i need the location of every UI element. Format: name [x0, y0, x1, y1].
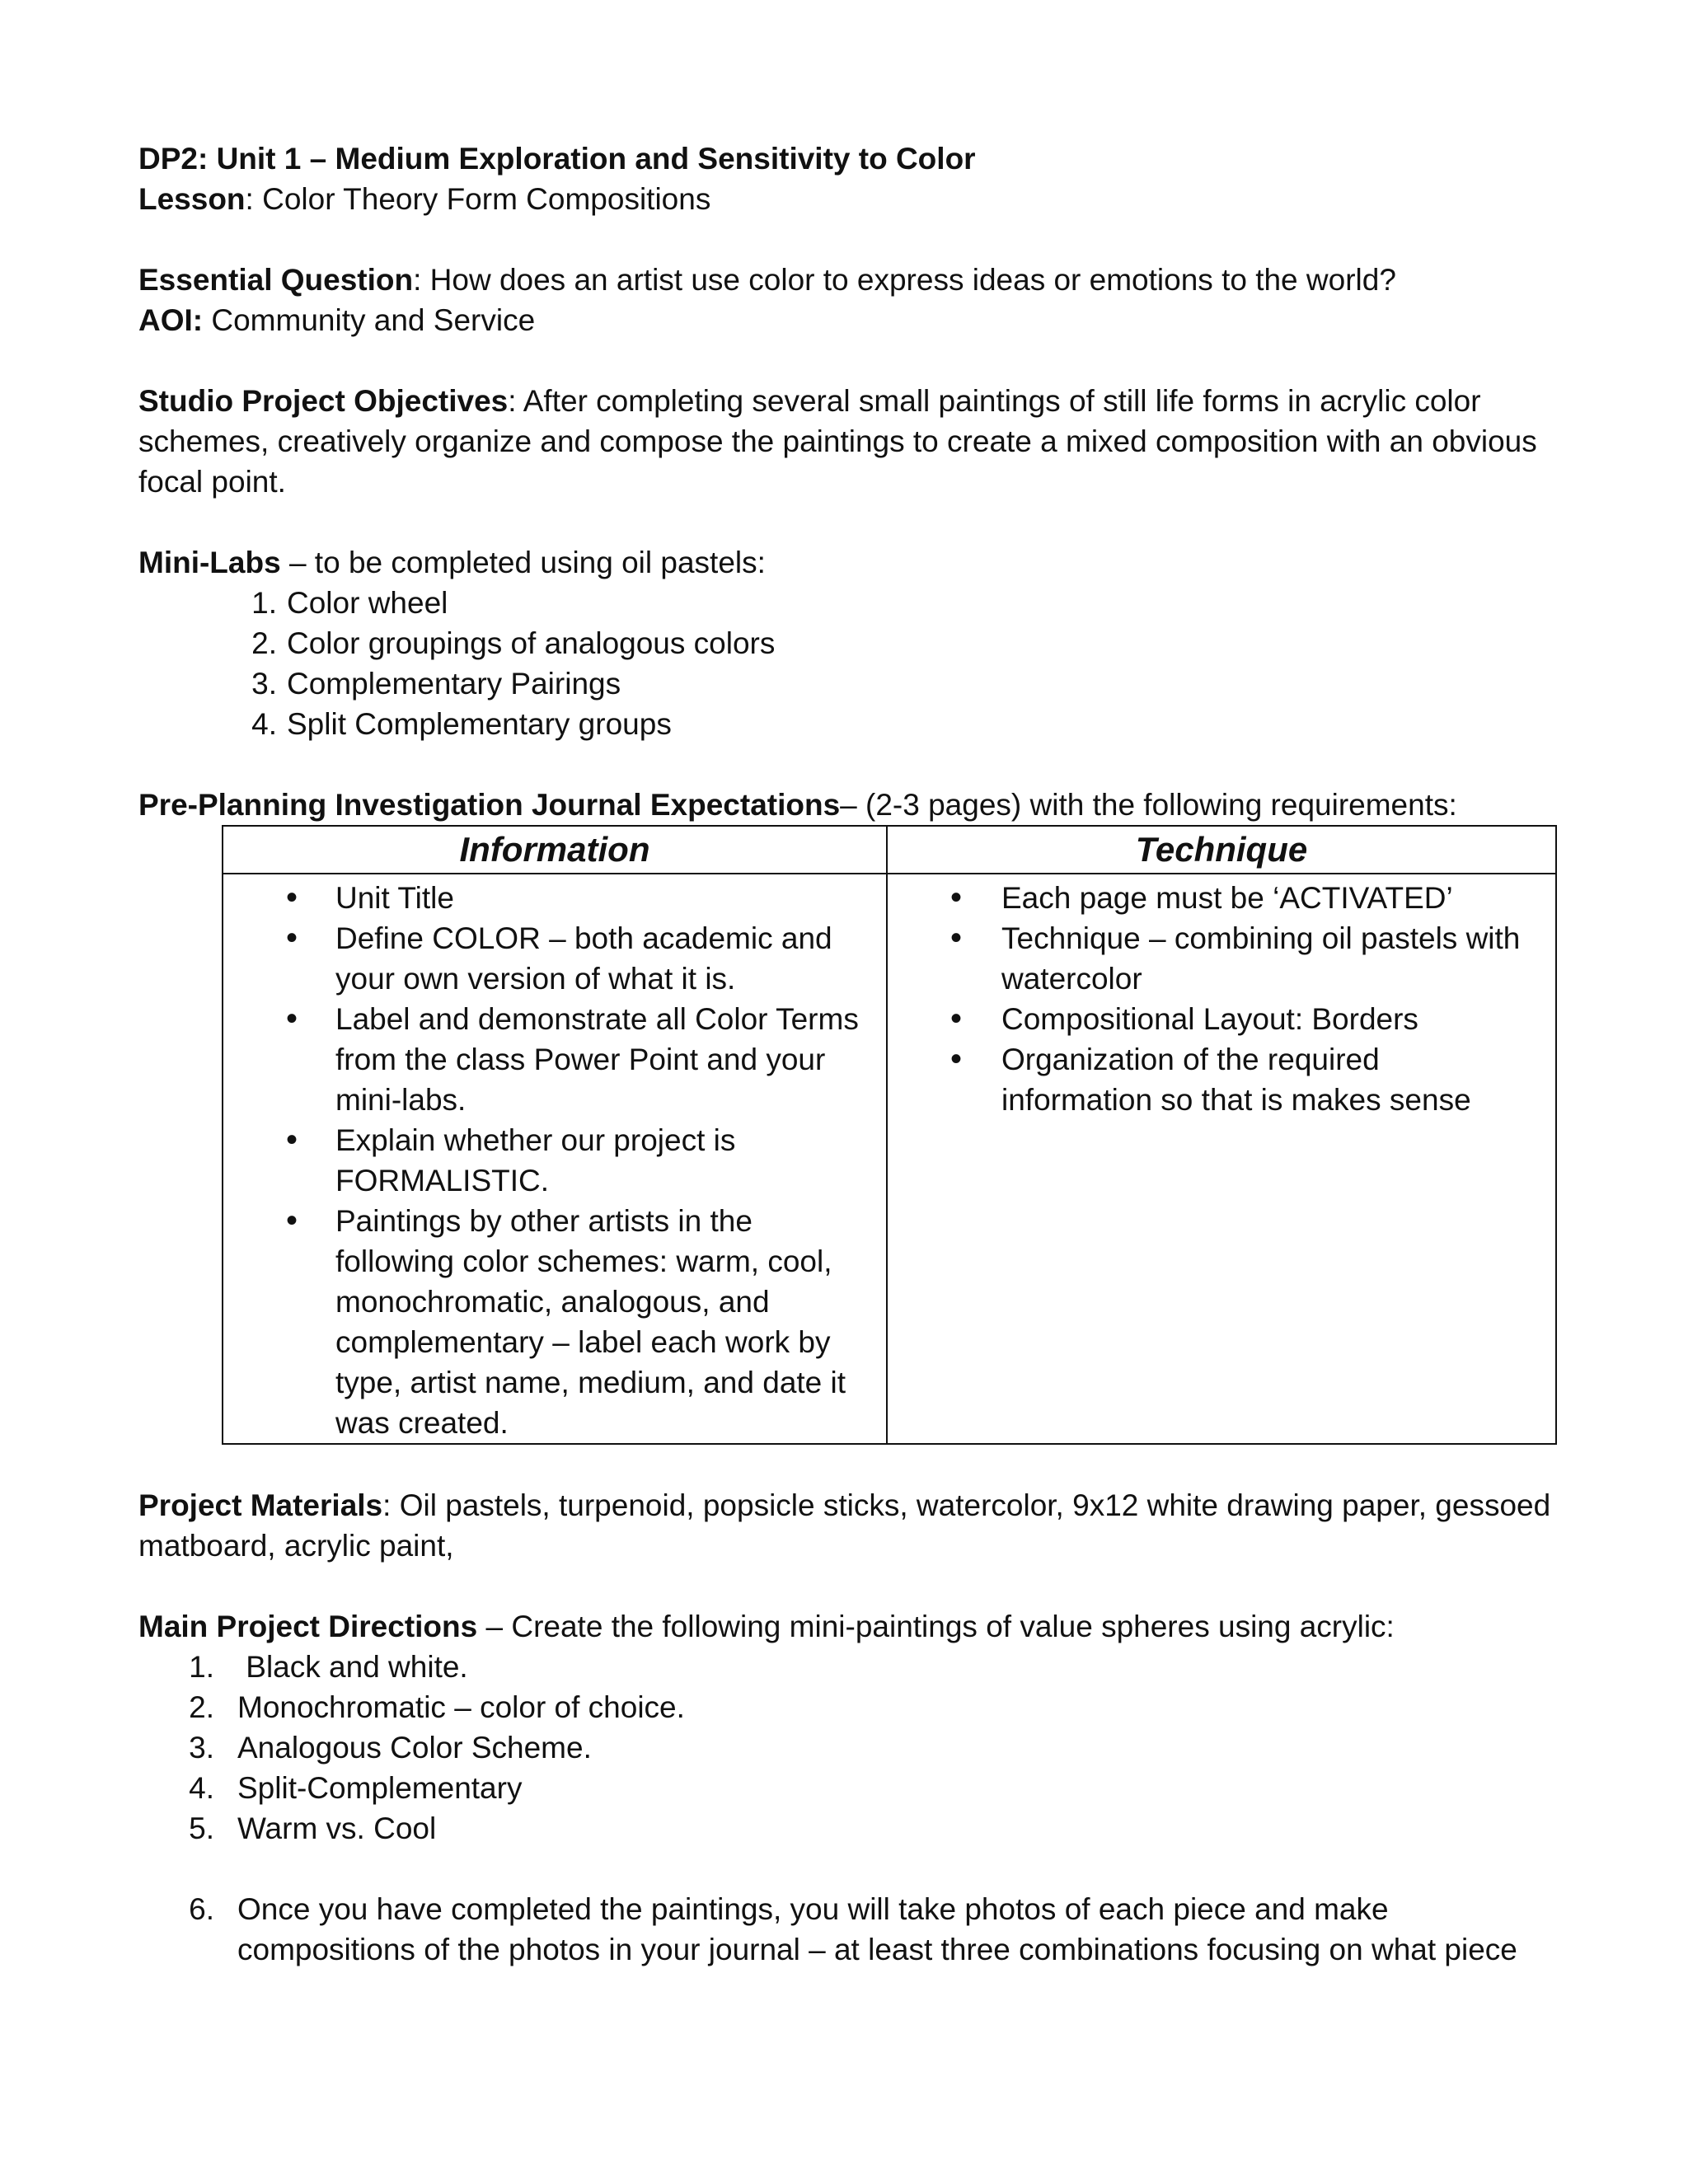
list-item: 4. Split-Complementary — [189, 1771, 523, 1805]
mini-labs-heading — [138, 542, 1556, 583]
essential-question-line — [138, 260, 1556, 300]
technique-list — [888, 878, 1555, 1120]
list-item: 3. Complementary Pairings — [251, 667, 621, 701]
journal-intro: – (2-3 pages) with the following requirements: — [840, 788, 1457, 822]
mini-labs-intro: – to be completed using oil pastels: — [280, 546, 766, 579]
materials-paragraph — [138, 1485, 1556, 1566]
unit-title: DP2: Unit 1 – Medium Exploration and Sensitivity to Color — [138, 142, 976, 176]
information-list — [223, 878, 886, 1443]
objectives-label: Studio Project Objectives — [138, 384, 509, 418]
aoi-value: Community and Service — [203, 303, 536, 337]
list-item: • Organization of the required information so that is makes sense — [888, 1039, 1555, 1120]
list-item: 5. Warm vs. Cool — [189, 1811, 437, 1845]
aoi-label: AOI: — [138, 303, 204, 337]
essential-question-value: : How does an artist use color to express ideas or emotions to the world? — [413, 263, 1396, 297]
directions-list-continued — [138, 1889, 1556, 1970]
lesson-label: Lesson — [138, 182, 246, 216]
list-item: 3. Analogous Color Scheme. — [189, 1731, 592, 1765]
materials-text: : Oil pastels, turpenoid, popsicle sticks, watercolor, 9x12 white drawing paper, gessoed matboard, acrylic paint, — [138, 1488, 1551, 1563]
directions-list — [138, 1647, 1556, 1849]
mini-labs-label: Mini-Labs — [138, 546, 281, 579]
list-item: • Each page must be ‘ACTIVATED’ — [888, 878, 1555, 918]
list-item: 4. Split Complementary groups — [251, 707, 672, 741]
technique-cell — [887, 874, 1556, 1444]
essential-question-label: Essential Question — [138, 263, 414, 297]
list-item: 6. Once you have completed the paintings, you will take photos of each piece and make compositions of the photos in your journal – at least three combinations focusing on what piece — [189, 1892, 1517, 1966]
list-item: • Unit Title — [223, 878, 886, 918]
objectives-paragraph — [138, 381, 1556, 502]
lesson-line — [138, 179, 1556, 219]
list-item: 2. Monochromatic – color of choice. — [189, 1690, 685, 1724]
aoi-line — [138, 300, 1556, 340]
directions-intro: – Create the following mini-paintings of value spheres using acrylic: — [477, 1610, 1395, 1643]
journal-heading — [138, 785, 1556, 825]
directions-label: Main Project Directions — [138, 1610, 478, 1643]
column-header-information: Information — [223, 826, 887, 874]
requirements-table — [222, 825, 1557, 1445]
column-header-technique: Technique — [887, 826, 1556, 874]
journal-label: Pre-Planning Investigation Journal Expectations — [138, 788, 841, 822]
list-item: • Explain whether our project is FORMALISTIC. — [223, 1120, 886, 1201]
list-item: 2. Color groupings of analogous colors — [251, 626, 776, 660]
directions-heading — [138, 1606, 1556, 1647]
mini-labs-list — [138, 583, 1556, 744]
list-item: • Compositional Layout: Borders — [888, 999, 1555, 1039]
materials-label: Project Materials — [138, 1488, 383, 1522]
list-item: • Label and demonstrate all Color Terms from the class Power Point and your mini-labs. — [223, 999, 886, 1120]
list-item: • Paintings by other artists in the following color schemes: warm, cool, monochromatic, analogous, and complementary – label each work by type, artist name, medium, and date it was created. — [223, 1201, 886, 1443]
list-item: 1. Black and white. — [189, 1650, 468, 1684]
information-cell — [223, 874, 887, 1444]
list-item: • Technique – combining oil pastels with watercolor — [888, 918, 1555, 999]
objectives-text: : After completing several small paintings of still life forms in acrylic color schemes, creatively organize and compose the paintings to create a mixed composition with an obvious focal point. — [138, 384, 1537, 499]
document-body — [138, 138, 1556, 1970]
list-item: • Define COLOR – both academic and your own version of what it is. — [223, 918, 886, 999]
list-item: 1. Color wheel — [251, 586, 448, 620]
lesson-value: : Color Theory Form Compositions — [245, 182, 711, 216]
